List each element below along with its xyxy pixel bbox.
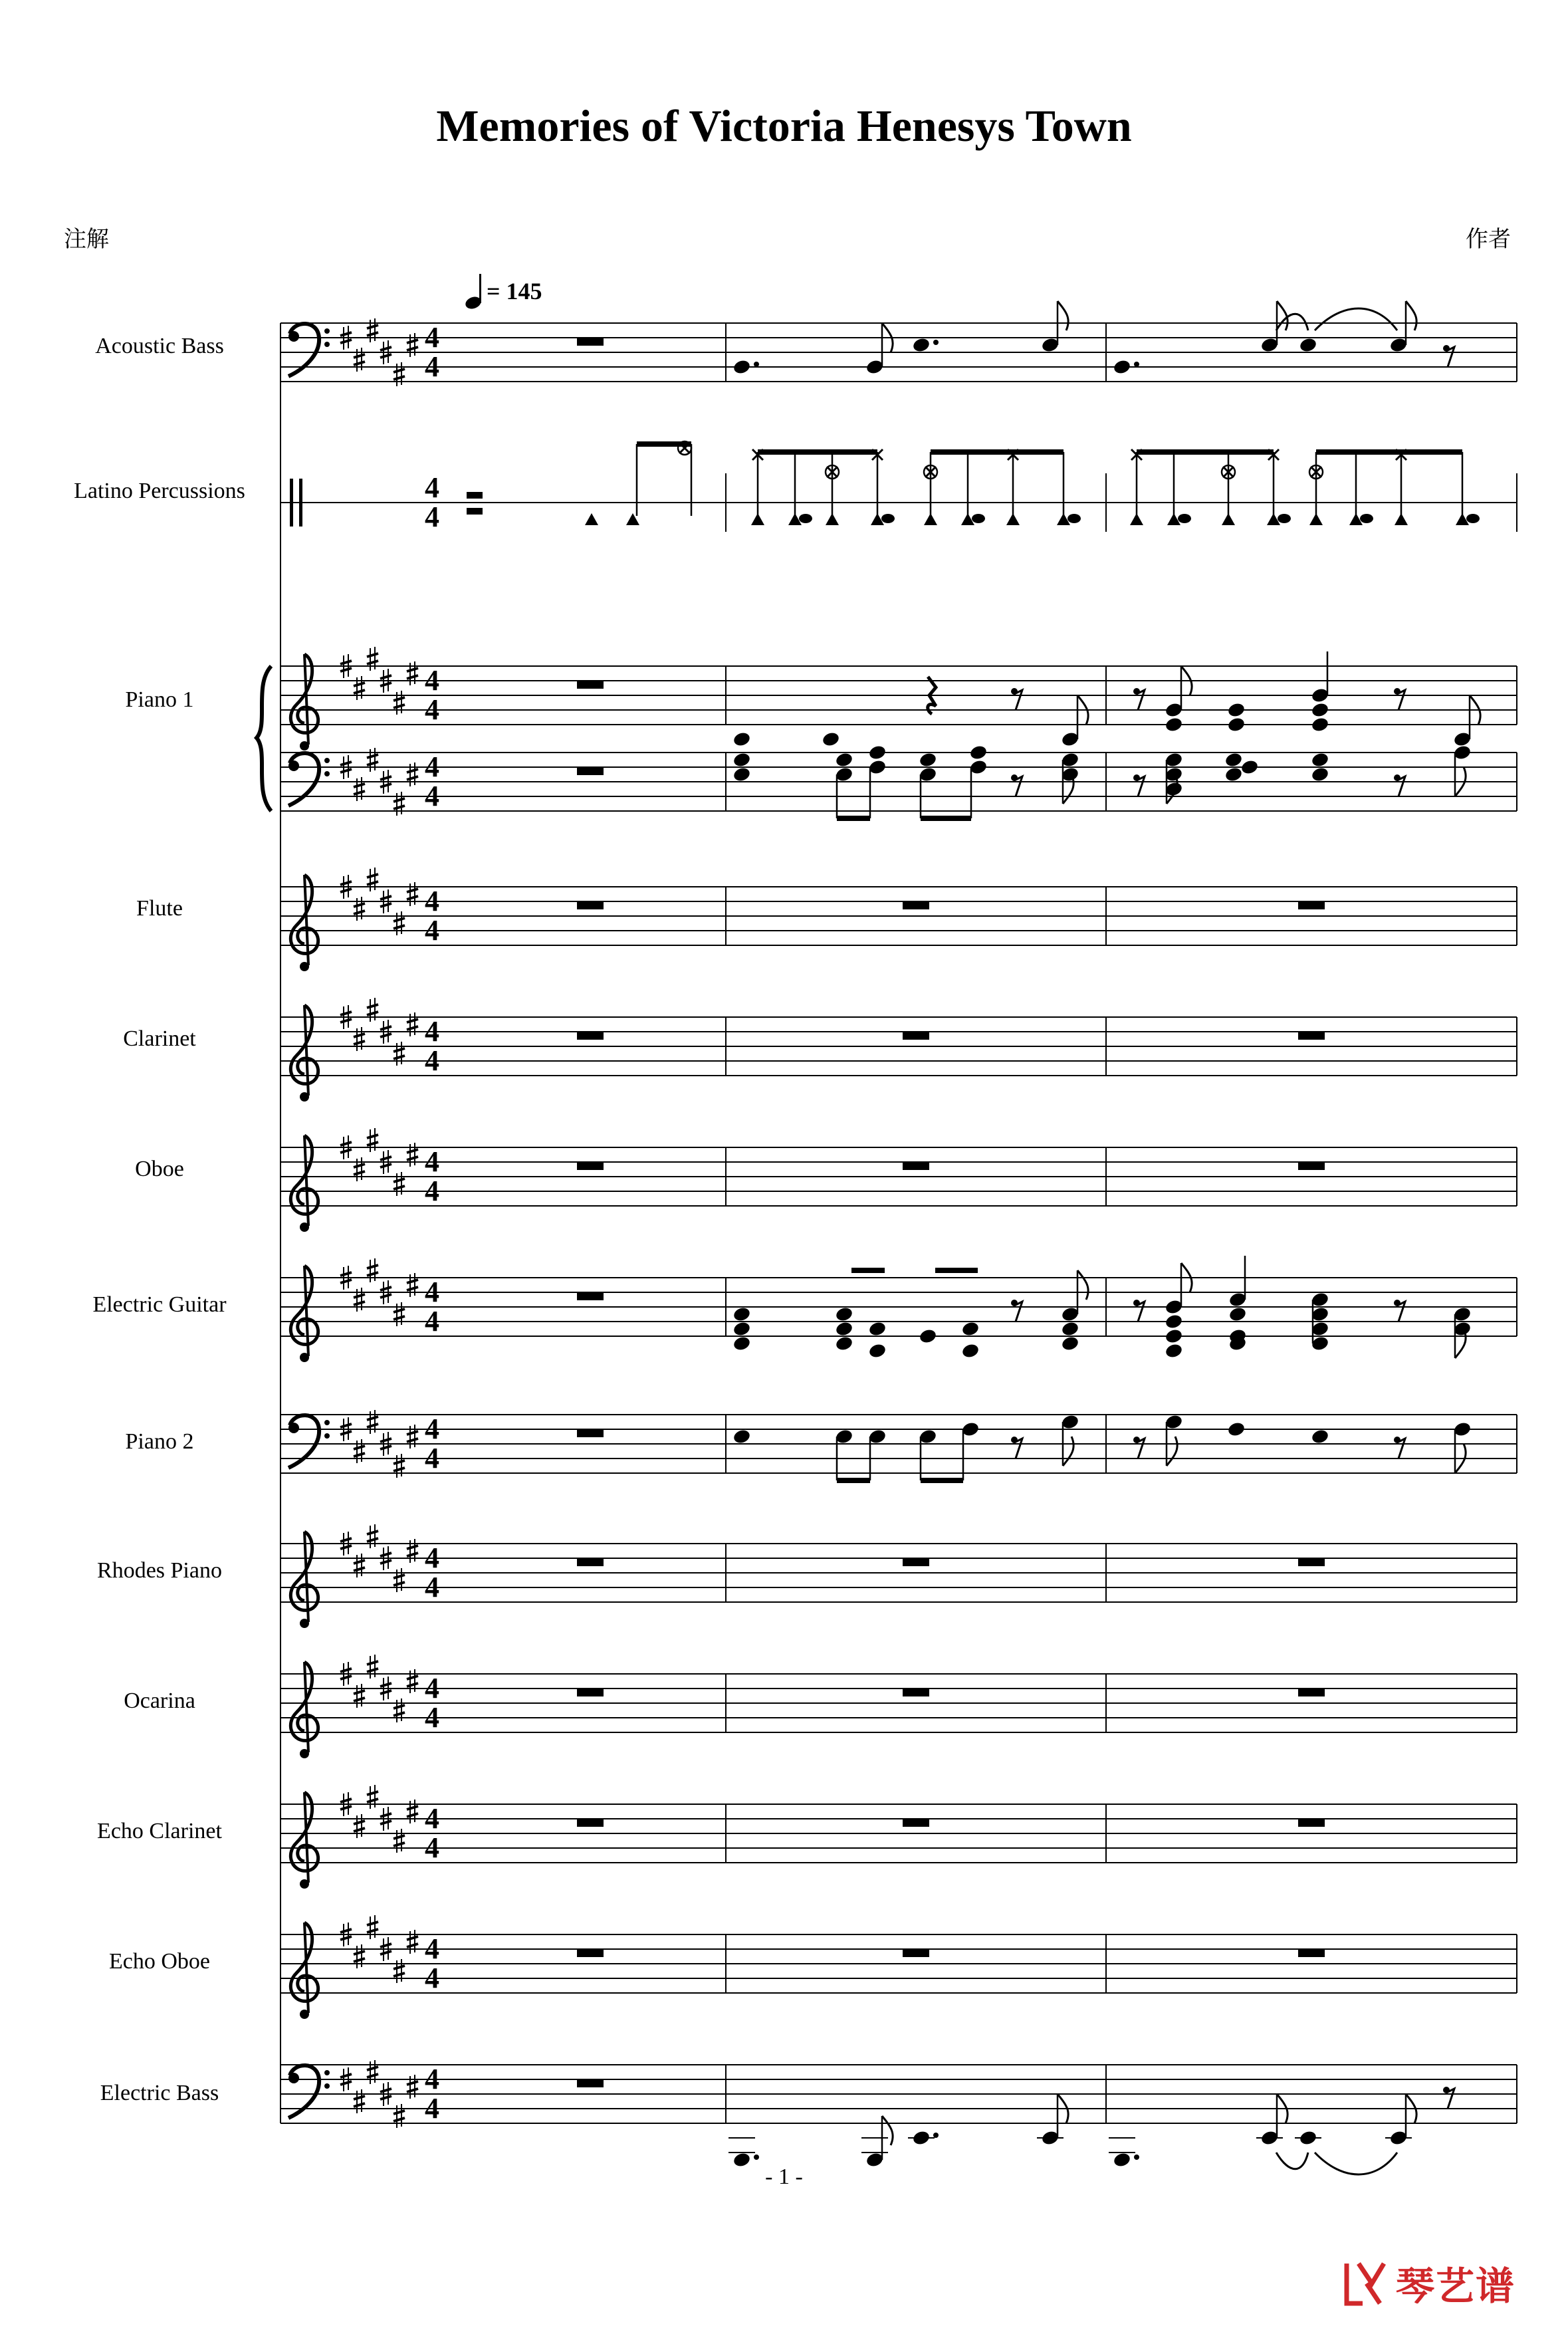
time-signature-bottom: 4 xyxy=(425,1571,439,1603)
time-signature-bottom: 4 xyxy=(425,501,439,533)
instrument-label-electric-bass: Electric Bass xyxy=(100,2081,219,2105)
sharp-icon xyxy=(367,1410,378,1434)
instrument-label-oboe: Oboe xyxy=(135,1157,184,1181)
note-head xyxy=(732,766,752,782)
staff-rhodes-piano xyxy=(280,1544,1517,1602)
sharp-icon xyxy=(367,1915,378,1939)
instrument-label-acoustic-bass: Acoustic Bass xyxy=(95,334,224,358)
beam xyxy=(921,816,971,821)
whole-rest-icon xyxy=(577,1162,604,1170)
staff-oboe xyxy=(280,1147,1517,1206)
sharp-icon xyxy=(407,661,418,685)
triangle-notehead xyxy=(924,513,937,525)
treble-clef-icon xyxy=(290,1923,318,2019)
note-head xyxy=(732,1320,752,1337)
note-head xyxy=(1165,1313,1184,1330)
sharp-icon xyxy=(367,1524,378,1548)
watermark-text: 琴艺谱 xyxy=(1396,2264,1516,2309)
note-head xyxy=(732,1306,752,1322)
instrument-label-electric-guitar: Electric Guitar xyxy=(92,1292,227,1317)
time-signature-top: 4 xyxy=(425,664,439,697)
time-signature-bottom: 4 xyxy=(425,1305,439,1338)
note-head xyxy=(1224,766,1244,782)
time-signature-bottom: 4 xyxy=(425,1044,439,1077)
sharp-icon xyxy=(393,1698,405,1722)
treble-clef-icon xyxy=(290,875,318,971)
whole-rest-icon xyxy=(577,1949,604,1957)
time-signature-top: 4 xyxy=(425,751,439,783)
sharp-icon xyxy=(367,868,378,891)
staff-clarinet xyxy=(280,1017,1517,1076)
treble-clef-icon xyxy=(290,1532,318,1628)
time-signature-top: 4 xyxy=(425,1413,439,1445)
time-signature-top: 4 xyxy=(425,1932,439,1965)
sharp-icon xyxy=(354,897,365,921)
note-head xyxy=(919,1328,938,1344)
treble-clef-icon xyxy=(290,654,318,751)
note-head xyxy=(1311,751,1330,768)
whole-rest-icon xyxy=(577,2079,604,2087)
note-head xyxy=(1240,758,1260,775)
instrument-label-ocarina: Ocarina xyxy=(124,1689,195,1713)
sharp-icon xyxy=(393,1042,405,1066)
sharp-icon xyxy=(354,1027,365,1051)
sharp-icon xyxy=(354,1439,365,1463)
note-head xyxy=(961,1320,980,1337)
time-signature-bottom: 4 xyxy=(425,1962,439,1994)
triangle-notehead xyxy=(585,513,598,525)
time-signature-bottom: 4 xyxy=(425,914,439,947)
sharp-icon xyxy=(367,1655,378,1679)
sharp-icon xyxy=(393,1302,405,1326)
whole-rest-icon xyxy=(903,1162,929,1170)
bass-clef-icon xyxy=(288,1415,330,1468)
note-head xyxy=(919,751,938,768)
note-head xyxy=(1165,1328,1184,1344)
treble-clef-icon xyxy=(290,1135,318,1232)
sharp-icon xyxy=(407,1425,418,1449)
half-rest-icon xyxy=(467,492,483,499)
note-head xyxy=(1165,1342,1184,1359)
note-head xyxy=(1311,1428,1330,1445)
beam xyxy=(758,449,877,455)
time-signature-top: 4 xyxy=(425,1672,439,1704)
sharp-icon xyxy=(407,762,418,786)
staff-piano-2 xyxy=(280,1415,1517,1473)
time-signature-top: 4 xyxy=(425,1145,439,1178)
sharp-icon xyxy=(354,348,365,372)
sharp-icon xyxy=(367,318,378,342)
whole-rest-icon xyxy=(903,1949,929,1957)
note-head xyxy=(912,2129,931,2146)
bass-clef-icon xyxy=(288,2065,330,2118)
treble-clef-icon xyxy=(290,1792,318,1889)
sharp-icon xyxy=(407,1273,418,1297)
note-head xyxy=(1228,1306,1248,1322)
time-signature-top: 4 xyxy=(425,2063,439,2095)
note-head xyxy=(835,1320,854,1337)
sharp-icon xyxy=(393,362,405,386)
note-head xyxy=(868,1320,887,1337)
note-head xyxy=(732,1335,752,1351)
note-head xyxy=(1224,751,1244,768)
time-signature-bottom: 4 xyxy=(425,1831,439,1864)
score-title: Memories of Victoria Henesys Town xyxy=(436,100,1132,151)
note-head xyxy=(912,336,931,353)
note-head xyxy=(868,1342,887,1359)
notes-label: 注解 xyxy=(64,226,109,253)
staff-piano-1-left xyxy=(280,753,1517,811)
sharp-icon xyxy=(354,1684,365,1708)
note-head xyxy=(1311,766,1330,782)
beam xyxy=(931,449,1064,455)
sharp-icon xyxy=(367,647,378,671)
note-head xyxy=(835,1306,854,1322)
time-signature-top: 4 xyxy=(425,1015,439,1048)
whole-rest-icon xyxy=(903,1689,929,1696)
time-signature-bottom: 4 xyxy=(425,350,439,383)
note-head xyxy=(1311,701,1330,718)
sharp-icon xyxy=(367,1128,378,1152)
sharp-icon xyxy=(407,1539,418,1563)
sharp-icon xyxy=(393,1454,405,1478)
sharp-icon xyxy=(354,676,365,700)
sharp-icon xyxy=(354,1288,365,1312)
staff-flute xyxy=(280,887,1517,945)
note-head xyxy=(822,731,841,747)
percussion-clef-icon xyxy=(290,479,293,526)
sharp-icon xyxy=(393,792,405,816)
time-signature-top: 4 xyxy=(425,1802,439,1835)
sharp-icon xyxy=(367,1785,378,1809)
time-signature-top: 4 xyxy=(425,321,439,354)
note-head xyxy=(868,744,887,760)
piano-brace-icon xyxy=(257,666,271,811)
instrument-label-echo-clarinet: Echo Clarinet xyxy=(97,1819,222,1843)
instrument-label-flute: Flute xyxy=(136,896,183,921)
sharp-icon xyxy=(354,1814,365,1838)
sharp-icon xyxy=(393,1172,405,1196)
note-head xyxy=(1113,358,1132,375)
time-signature-bottom: 4 xyxy=(425,780,439,812)
treble-clef-icon xyxy=(290,1266,318,1362)
staff-acoustic-bass xyxy=(280,323,1517,382)
staff-echo-oboe xyxy=(280,1934,1517,1993)
whole-rest-icon xyxy=(1298,1032,1325,1040)
instrument-label-echo-oboe: Echo Oboe xyxy=(108,1949,210,1974)
note-head xyxy=(1227,1421,1246,1437)
whole-rest-icon xyxy=(1298,1689,1325,1696)
whole-rest-icon xyxy=(903,1032,929,1040)
note-head xyxy=(835,1335,854,1351)
sharp-icon xyxy=(354,1157,365,1181)
beam xyxy=(837,816,870,821)
staff-electric-bass xyxy=(280,2065,1517,2123)
note-head xyxy=(1227,716,1246,733)
note-head xyxy=(1311,716,1330,733)
note-head xyxy=(1227,701,1246,718)
tempo-value: = 145 xyxy=(487,278,542,304)
time-signature-bottom: 4 xyxy=(425,2092,439,2125)
time-signature-bottom: 4 xyxy=(425,1442,439,1474)
composer-label: 作者 xyxy=(1466,226,1511,253)
triangle-notehead xyxy=(1309,513,1323,525)
whole-rest-icon xyxy=(577,681,604,689)
tie xyxy=(1315,308,1397,330)
note-head xyxy=(732,1428,752,1445)
staff-echo-clarinet xyxy=(280,1804,1517,1863)
sharp-icon xyxy=(393,691,405,715)
time-signature-top: 4 xyxy=(425,885,439,917)
triangle-notehead xyxy=(1006,513,1020,525)
triangle-notehead xyxy=(1395,513,1408,525)
triangle-notehead xyxy=(751,513,764,525)
tie xyxy=(1276,314,1308,330)
time-signature-bottom: 4 xyxy=(425,1175,439,1207)
whole-rest-icon xyxy=(1298,1558,1325,1566)
instrument-label-latino-percussions: Latino Percussions xyxy=(74,479,245,503)
note-head xyxy=(732,751,752,768)
whole-rest-icon xyxy=(577,1819,604,1827)
logo-icon xyxy=(1343,2257,1391,2309)
site-logo xyxy=(1343,2255,1515,2311)
instrument-label-piano-2: Piano 2 xyxy=(125,1429,194,1454)
beam xyxy=(1137,449,1274,455)
triangle-notehead xyxy=(1222,513,1235,525)
whole-rest-icon xyxy=(1298,1949,1325,1957)
treble-clef-icon xyxy=(290,1662,318,1758)
whole-rest-icon xyxy=(577,1689,604,1696)
sharp-icon xyxy=(407,1800,418,1823)
sharp-icon xyxy=(354,777,365,801)
time-signature-top: 4 xyxy=(425,471,439,504)
note-head xyxy=(969,744,988,760)
whole-rest-icon xyxy=(903,1558,929,1566)
time-signature-bottom: 4 xyxy=(425,693,439,726)
beam xyxy=(921,1478,963,1483)
staff-electric-guitar xyxy=(280,1278,1517,1336)
beam xyxy=(1316,449,1462,455)
staff-ocarina xyxy=(280,1674,1517,1732)
sharp-icon xyxy=(407,2075,418,2099)
bass-clef-icon xyxy=(288,753,330,806)
sharp-icon xyxy=(393,1568,405,1592)
beam xyxy=(851,1268,885,1273)
sharp-icon xyxy=(354,2089,365,2113)
instrument-label-rhodes-piano: Rhodes Piano xyxy=(97,1558,222,1583)
sharp-icon xyxy=(367,748,378,772)
sharp-icon xyxy=(407,882,418,906)
beam xyxy=(935,1268,978,1273)
note-head xyxy=(1299,2129,1318,2146)
note-head xyxy=(1061,1320,1080,1337)
beam xyxy=(837,1478,870,1483)
sharp-icon xyxy=(407,1012,418,1036)
sharp-icon xyxy=(393,1959,405,1983)
whole-rest-icon xyxy=(1298,901,1325,909)
beam xyxy=(637,441,691,447)
note-head xyxy=(1299,336,1318,353)
sharp-icon xyxy=(354,1554,365,1577)
sharp-icon xyxy=(393,1829,405,1853)
whole-rest-icon xyxy=(1298,1162,1325,1170)
whole-rest-icon xyxy=(577,1292,604,1300)
triangle-notehead xyxy=(826,513,839,525)
triangle-notehead xyxy=(1130,513,1143,525)
whole-rest-icon xyxy=(1298,1819,1325,1827)
time-signature-top: 4 xyxy=(425,1276,439,1308)
note-head xyxy=(835,751,854,768)
time-signature-bottom: 4 xyxy=(425,1701,439,1734)
note-head xyxy=(732,731,752,747)
instrument-label-piano-1: Piano 1 xyxy=(125,687,194,712)
note-head xyxy=(1165,716,1184,733)
whole-rest-icon xyxy=(903,901,929,909)
bass-clef-icon xyxy=(288,324,330,376)
whole-rest-icon xyxy=(903,1819,929,1827)
sharp-icon xyxy=(367,1258,378,1282)
page-number: - 1 - xyxy=(765,2164,803,2189)
staff-piano-1-right xyxy=(280,666,1517,725)
sharp-icon xyxy=(354,1944,365,1968)
note-head xyxy=(961,1342,980,1359)
sharp-icon xyxy=(393,911,405,935)
sharp-icon xyxy=(407,1669,418,1693)
sharp-icon xyxy=(367,998,378,1022)
whole-rest-icon xyxy=(577,1558,604,1566)
whole-rest-icon xyxy=(577,901,604,909)
note-head xyxy=(732,358,752,375)
whole-rest-icon xyxy=(577,1429,604,1437)
sharp-icon xyxy=(407,1930,418,1954)
whole-rest-icon xyxy=(577,338,604,346)
sharp-icon xyxy=(407,333,418,357)
sharp-icon xyxy=(393,2104,405,2128)
whole-rest-icon xyxy=(577,1032,604,1040)
time-signature-top: 4 xyxy=(425,1542,439,1574)
instrument-label-clarinet: Clarinet xyxy=(123,1026,196,1051)
sharp-icon xyxy=(407,1143,418,1167)
whole-rest-icon xyxy=(577,767,604,775)
note-head xyxy=(1061,1335,1080,1351)
treble-clef-icon xyxy=(290,1005,318,1102)
sharp-icon xyxy=(367,2060,378,2084)
